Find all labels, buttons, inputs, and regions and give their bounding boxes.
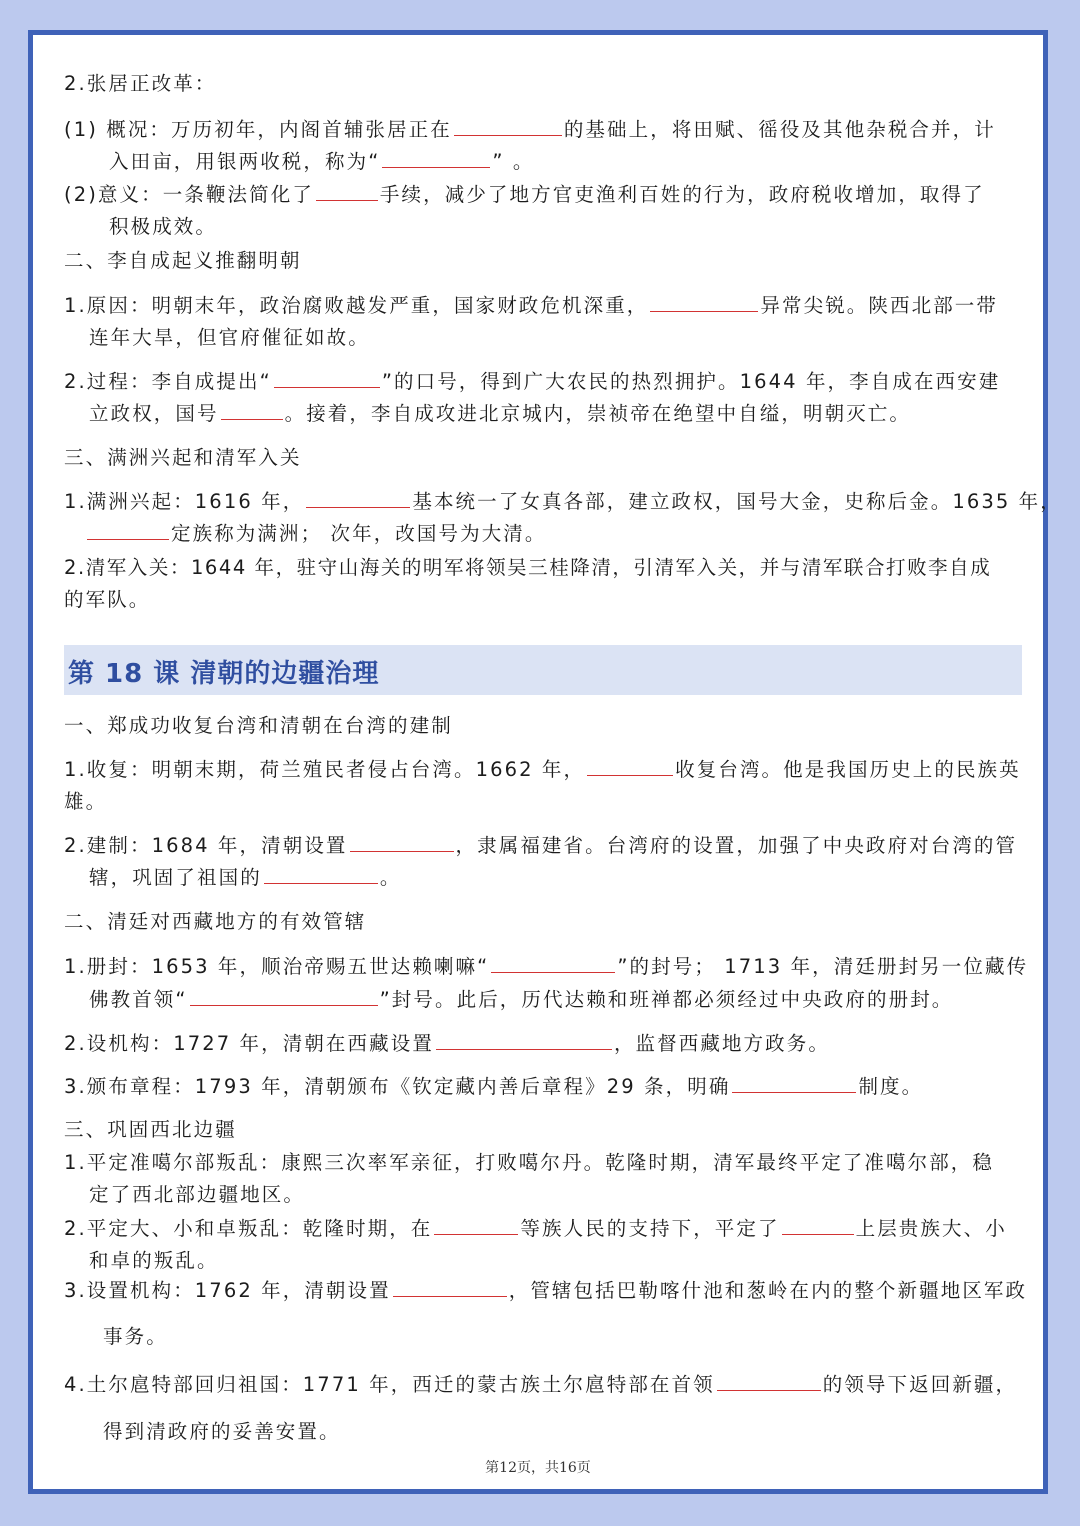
text-line: 雄。 [64,790,108,813]
fill-blank[interactable] [650,291,758,312]
fill-blank[interactable] [190,985,378,1006]
fill-blank[interactable] [717,1370,821,1391]
text-line: 2.平定大、小和卓叛乱：乾隆时期，在 等族人民的支持下，平定了 上层贵族大、小 [64,1214,1007,1244]
text-line: 1.满洲兴起：1616 年， 基本统一了女真各部，建立政权，国号大金，史称后金。1635 年， [64,487,1062,517]
fill-blank[interactable] [264,863,378,884]
text-line: 入田亩，用银两收税，称为“ ” 。 [109,147,535,177]
fill-blank[interactable] [393,1276,507,1297]
text-line: 辖，巩固了祖国的 。 [89,863,401,893]
text-line: 定了西北部边疆地区。 [89,1183,306,1206]
item-heading: 2.张居正改革： [64,72,217,95]
text-line: 佛教首领“ ”封号。此后，历代达赖和班禅都必须经过中央政府的册封。 [89,985,953,1015]
text-line: 定族称为满洲； 次年，改国号为大清。 [85,519,547,549]
text-line: 2.设机构：1727 年，清朝在西藏设置 ，监督西藏地方政务。 [64,1029,830,1059]
fill-blank[interactable] [306,487,410,508]
text-line: 4.土尔扈特部回归祖国：1771 年，西迁的蒙古族土尔扈特部在首领 的领导下返回新疆， [64,1370,1017,1400]
text-line: 2.清军入关：1644 年，驻守山海关的明军将领吴三桂降清，引清军入关，并与清军联合打败李自成 [64,556,992,579]
page-number: 第12页，共16页 [485,1460,591,1476]
text-line: 1.原因：明朝末年，政治腐败越发严重，国家财政危机深重， 异常尖锐。陕西北部一带 [64,291,998,321]
fill-blank[interactable] [491,952,615,973]
section-heading: 三、巩固西北边疆 [64,1118,237,1141]
section-heading: 二、李自成起义推翻明朝 [64,249,302,272]
fill-blank[interactable] [350,831,454,852]
text-line: 1.收复：明朝末期，荷兰殖民者侵占台湾。1662 年， 收复台湾。他是我国历史上的民族英 [64,755,1021,785]
text-line: 连年大旱，但官府催征如故。 [89,326,370,349]
fill-blank[interactable] [587,755,673,776]
document-page [28,30,1062,1494]
fill-blank[interactable] [316,180,378,201]
fill-blank[interactable] [382,147,490,168]
text-line: 事务。 [103,1325,168,1348]
text-line: (1) 概况：万历初年，内阁首辅张居正在 的基础上，将田赋、徭役及其他杂税合并，计 [64,115,996,145]
text-line: 3.颁布章程：1793 年，清朝颁布《钦定藏内善后章程》29 条，明确 制度。 [64,1072,923,1102]
fill-blank[interactable] [732,1072,856,1093]
text-line: 1.平定准噶尔部叛乱：康熙三次率军亲征，打败噶尔丹。乾隆时期，清军最终平定了准噶尔部，稳 [64,1151,995,1174]
text-line: 的军队。 [64,588,151,611]
text-line: (2)意义：一条鞭法简化了 手续，减少了地方官吏渔利百姓的行为，政府税收增加，取得了 [64,180,985,210]
fill-blank[interactable] [436,1029,612,1050]
text-line: 立政权，国号 。接着，李自成攻进北京城内，崇祯帝在绝望中自缢，明朝灭亡。 [89,399,911,429]
section-heading: 二、清廷对西藏地方的有效管辖 [64,910,367,933]
text-line: 和卓的叛乱。 [89,1249,219,1272]
text-line: 2.建制：1684 年，清朝设置 ，隶属福建省。台湾府的设置，加强了中央政府对台湾的管 [64,831,1017,861]
fill-blank[interactable] [87,519,169,540]
text-line: 3.设置机构：1762 年，清朝设置 ，管辖包括巴勒喀什池和葱岭在内的整个新疆地区军政 [64,1276,1027,1306]
fill-blank[interactable] [274,367,380,388]
fill-blank[interactable] [434,1214,518,1235]
fill-blank[interactable] [782,1214,854,1235]
section-heading: 一、郑成功收复台湾和清朝在台湾的建制 [64,714,453,737]
text-line: 得到清政府的妥善安置。 [103,1420,341,1443]
text-line: 1.册封：1653 年，顺治帝赐五世达赖喇嘛“ ”的封号； 1713 年，清廷册封另一位藏传 [64,952,1028,982]
fill-blank[interactable] [454,115,562,136]
lesson-title: 第 18 课 清朝的边疆治理 [68,659,380,689]
section-heading: 三、满洲兴起和清军入关 [64,446,302,469]
text-line: 积极成效。 [109,215,218,238]
lesson-title-banner [64,645,1022,695]
text-line: 2.过程：李自成提出“ ”的口号，得到广大农民的热烈拥护。1644 年，李自成在西安建 [64,367,1000,397]
fill-blank[interactable] [221,399,283,420]
